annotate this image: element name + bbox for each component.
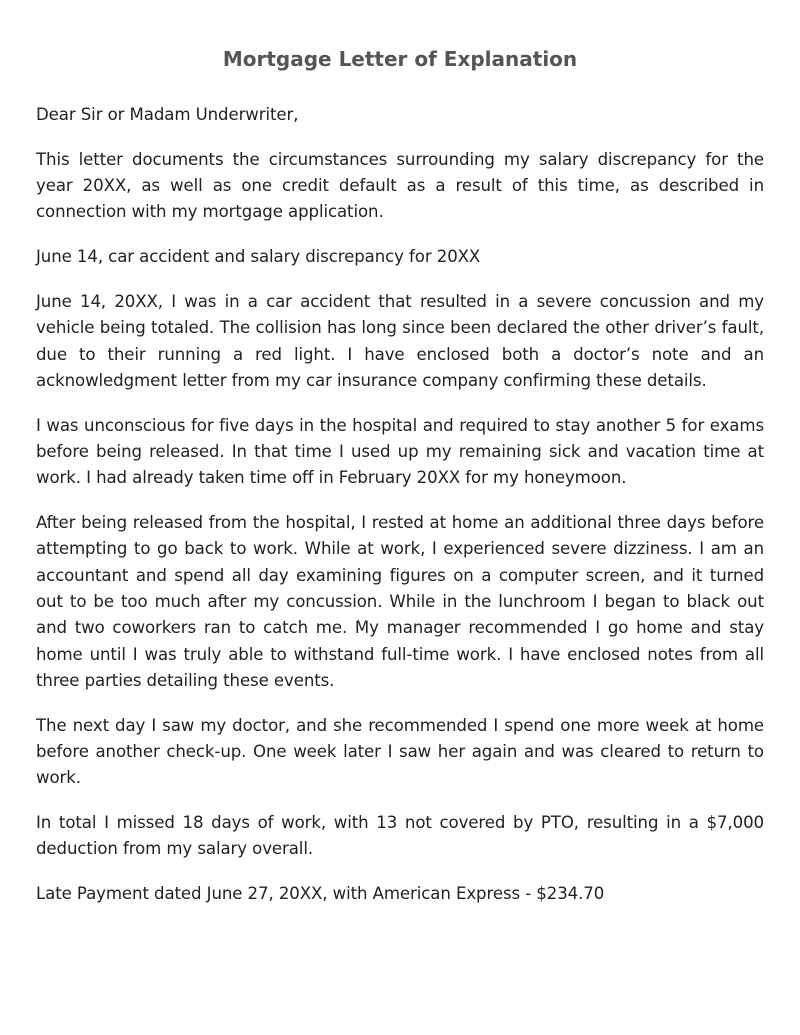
paragraph-accident: June 14, 20XX, I was in a car accident that resulted in a severe concussion and my vehicle being totaled. The collision has long since been declared the other driver’s fault, due to their running a red light. I have enclosed both a doctor’s note and an acknowledgment letter from my car insurance company confirming these details. bbox=[36, 291, 764, 390]
paragraph-doctor-visit: The next day I saw my doctor, and she recommended I spend one more week at home before another check-up. One week later I saw her again and was cleared to return to work. bbox=[36, 715, 764, 788]
paragraph-salary-total: In total I missed 18 days of work, with 13 not covered by PTO, resulting in a $7,000 deduction from my salary overall. bbox=[36, 813, 764, 859]
salutation: Dear Sir or Madam Underwriter, bbox=[36, 105, 299, 124]
paragraph-return-to-work: After being released from the hospital, I rested at home an additional three days before attempting to go back to work. While at work, I experienced severe dizziness. I am an accountant and spend all day examining figures on a computer screen, and it turned out to be too much after my concussion. While in the lunchroom I began to black out and two coworkers ran to catch me. My manager recommended I go home and stay home until I was truly able to withstand full-time work. I have enclosed notes from all three parties detailing these events. bbox=[36, 513, 764, 690]
paragraph-intro: This letter documents the circumstances surrounding my salary discrepancy for the year 20XX, as well as one credit default as a result of this time, as described in connection with my mortgage application. bbox=[36, 149, 764, 222]
paragraph-hospital: I was unconscious for five days in the hospital and required to stay another 5 for exams before being released. In that time I used up my remaining sick and vacation time at work. I had already taken time off in February 20XX for my honeymoon. bbox=[36, 415, 764, 488]
section-heading-accident: June 14, car accident and salary discrepancy for 20XX bbox=[36, 247, 481, 267]
paragraph-late-payment: Late Payment dated June 27, 20XX, with American Express - $234.70 bbox=[36, 884, 605, 904]
document-title: Mortgage Letter of Explanation bbox=[222, 47, 578, 71]
